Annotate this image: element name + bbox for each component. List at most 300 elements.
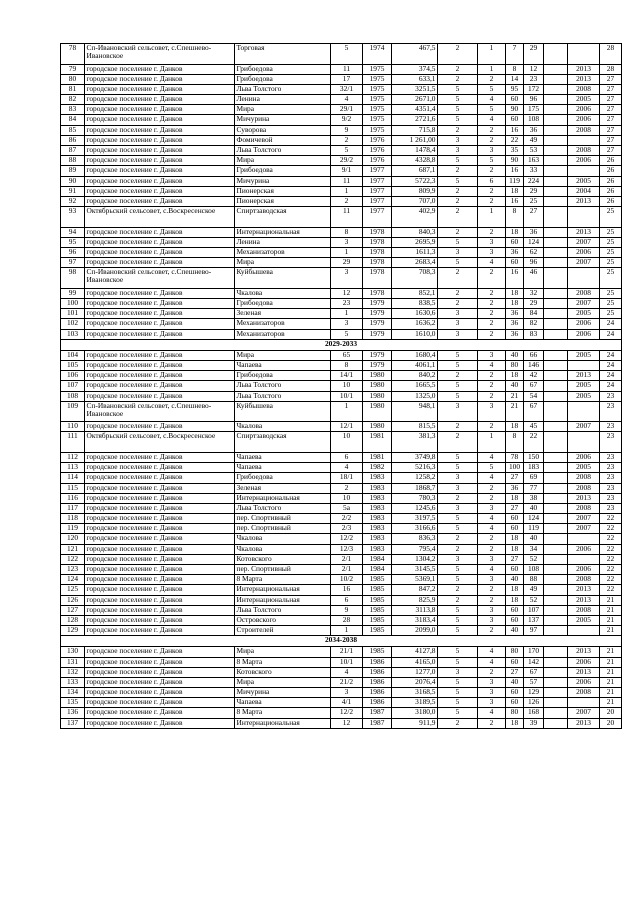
rank-cell: 23 xyxy=(600,391,622,401)
table-row xyxy=(61,288,622,298)
rank-cell: 22 xyxy=(600,534,622,544)
area-cell: 1611,3 xyxy=(392,248,438,258)
empty-cell xyxy=(544,329,568,339)
entrances-cell: 1 xyxy=(478,64,506,74)
flats-cell: 18 xyxy=(506,585,524,595)
overhaul-year-cell: 2008 xyxy=(568,575,600,585)
floors-cell: 2 xyxy=(438,544,478,554)
row-number-cell: 127 xyxy=(61,605,85,615)
area-cell: 381,3 xyxy=(392,432,438,453)
area-cell: 2099,0 xyxy=(392,626,438,636)
flats-cell: 60 xyxy=(506,95,524,105)
overhaul-year-cell: 2006 xyxy=(568,452,600,462)
row-number-cell: 79 xyxy=(61,64,85,74)
table-row xyxy=(61,452,622,462)
residents-cell: 96 xyxy=(524,258,544,268)
build-year-cell: 1979 xyxy=(363,299,392,309)
table-row xyxy=(61,44,622,65)
rank-cell: 24 xyxy=(600,371,622,381)
row-number-cell: 102 xyxy=(61,319,85,329)
entrances-cell: 2 xyxy=(478,196,506,206)
floors-cell: 2 xyxy=(438,64,478,74)
empty-cell xyxy=(544,554,568,564)
street-cell: Механизаторов xyxy=(235,248,331,258)
street-cell: Механизаторов xyxy=(235,329,331,339)
settlement-cell: городское поселение г. Данков xyxy=(85,146,235,156)
entrances-cell: 4 xyxy=(478,452,506,462)
overhaul-year-cell: 2008 xyxy=(568,605,600,615)
build-year-cell: 1975 xyxy=(363,74,392,84)
floors-cell: 3 xyxy=(438,473,478,483)
residents-cell: 107 xyxy=(524,605,544,615)
row-number-cell: 80 xyxy=(61,74,85,84)
area-cell: 3189,5 xyxy=(392,698,438,708)
empty-cell xyxy=(544,401,568,422)
empty-cell xyxy=(544,605,568,615)
overhaul-year-cell: 2013 xyxy=(568,371,600,381)
overhaul-year-cell xyxy=(568,554,600,564)
row-number-cell: 117 xyxy=(61,503,85,513)
residents-cell: 49 xyxy=(524,585,544,595)
overhaul-year-cell: 2005 xyxy=(568,95,600,105)
rank-cell: 25 xyxy=(600,309,622,319)
residents-cell: 39 xyxy=(524,718,544,728)
settlement-cell: городское поселение г. Данков xyxy=(85,422,235,432)
settlement-cell: городское поселение г. Данков xyxy=(85,237,235,247)
flats-cell: 18 xyxy=(506,493,524,503)
build-year-cell: 1983 xyxy=(363,514,392,524)
area-cell: 1665,5 xyxy=(392,381,438,391)
house-number-cell: 10 xyxy=(331,381,363,391)
area-cell: 708,3 xyxy=(392,268,438,289)
street-cell: Куйбышева xyxy=(235,401,331,422)
overhaul-year-cell: 2008 xyxy=(568,84,600,94)
entrances-cell: 2 xyxy=(478,585,506,595)
settlement-cell: городское поселение г. Данков xyxy=(85,524,235,534)
overhaul-year-cell: 2008 xyxy=(568,483,600,493)
rank-cell: 23 xyxy=(600,483,622,493)
floors-cell: 2 xyxy=(438,432,478,453)
build-year-cell: 1975 xyxy=(363,105,392,115)
rank-cell: 23 xyxy=(600,401,622,422)
table-row xyxy=(61,585,622,595)
build-year-cell: 1981 xyxy=(363,432,392,453)
settlement-cell: городское поселение г. Данков xyxy=(85,514,235,524)
table-row xyxy=(61,268,622,289)
flats-cell: 80 xyxy=(506,647,524,657)
overhaul-year-cell xyxy=(568,401,600,422)
settlement-cell: Октябрьский сельсовет, с.Воскресенское xyxy=(85,207,235,228)
flats-cell: 27 xyxy=(506,473,524,483)
street-cell: Чапаева xyxy=(235,452,331,462)
rank-cell: 25 xyxy=(600,237,622,247)
house-number-cell: 9/2 xyxy=(331,115,363,125)
build-year-cell: 1985 xyxy=(363,595,392,605)
residents-cell: 54 xyxy=(524,391,544,401)
street-cell: Суворова xyxy=(235,125,331,135)
flats-cell: 60 xyxy=(506,115,524,125)
build-year-cell: 1985 xyxy=(363,615,392,625)
entrances-cell: 2 xyxy=(478,135,506,145)
empty-cell xyxy=(544,350,568,360)
flats-cell: 36 xyxy=(506,319,524,329)
entrances-cell: 3 xyxy=(478,248,506,258)
overhaul-year-cell: 2004 xyxy=(568,186,600,196)
street-cell: Льва Толстого xyxy=(235,84,331,94)
residents-cell: 183 xyxy=(524,463,544,473)
empty-cell xyxy=(544,647,568,657)
street-cell: пер. Спортивный xyxy=(235,565,331,575)
area-cell: 3166,6 xyxy=(392,524,438,534)
table-row xyxy=(61,74,622,84)
rank-cell: 26 xyxy=(600,156,622,166)
overhaul-year-cell: 2008 xyxy=(568,688,600,698)
entrances-cell: 6 xyxy=(478,176,506,186)
flats-cell: 16 xyxy=(506,166,524,176)
house-number-cell: 32/1 xyxy=(331,84,363,94)
house-number-cell: 12 xyxy=(331,718,363,728)
street-cell: Льва Толстого xyxy=(235,146,331,156)
flats-cell: 18 xyxy=(506,595,524,605)
empty-cell xyxy=(544,483,568,493)
house-number-cell: 3 xyxy=(331,319,363,329)
overhaul-year-cell: 2005 xyxy=(568,350,600,360)
build-year-cell: 1987 xyxy=(363,708,392,718)
residents-cell: 32 xyxy=(524,288,544,298)
rank-cell: 20 xyxy=(600,718,622,728)
table-row xyxy=(61,227,622,237)
floors-cell: 5 xyxy=(438,115,478,125)
street-cell: Грибоедова xyxy=(235,64,331,74)
area-cell: 911,9 xyxy=(392,718,438,728)
settlement-cell: городское поселение г. Данков xyxy=(85,534,235,544)
overhaul-year-cell xyxy=(568,432,600,453)
row-number-cell: 120 xyxy=(61,534,85,544)
settlement-cell: городское поселение г. Данков xyxy=(85,554,235,564)
area-cell: 5722,3 xyxy=(392,176,438,186)
empty-cell xyxy=(544,514,568,524)
street-cell: Льва Толстого xyxy=(235,605,331,615)
build-year-cell: 1978 xyxy=(363,227,392,237)
settlement-cell: городское поселение г. Данков xyxy=(85,595,235,605)
build-year-cell: 1975 xyxy=(363,95,392,105)
house-number-cell: 16 xyxy=(331,585,363,595)
residents-cell: 172 xyxy=(524,84,544,94)
empty-cell xyxy=(544,575,568,585)
build-year-cell: 1983 xyxy=(363,534,392,544)
residents-cell: 40 xyxy=(524,503,544,513)
house-number-cell: 3 xyxy=(331,688,363,698)
area-cell: 795,4 xyxy=(392,544,438,554)
floors-cell: 5 xyxy=(438,391,478,401)
build-year-cell: 1980 xyxy=(363,381,392,391)
table-row xyxy=(61,135,622,145)
street-cell: Грибоедова xyxy=(235,166,331,176)
floors-cell: 3 xyxy=(438,329,478,339)
overhaul-year-cell: 2005 xyxy=(568,309,600,319)
flats-cell: 90 xyxy=(506,156,524,166)
table-row xyxy=(61,688,622,698)
rank-cell: 21 xyxy=(600,677,622,687)
overhaul-year-cell: 2013 xyxy=(568,647,600,657)
area-cell: 374,5 xyxy=(392,64,438,74)
area-cell: 3251,5 xyxy=(392,84,438,94)
area-cell: 1630,6 xyxy=(392,309,438,319)
table-row xyxy=(61,196,622,206)
house-number-cell: 8 xyxy=(331,361,363,371)
entrances-cell: 2 xyxy=(478,718,506,728)
overhaul-year-cell: 2006 xyxy=(568,329,600,339)
settlement-cell: городское поселение г. Данков xyxy=(85,483,235,493)
entrances-cell: 2 xyxy=(478,534,506,544)
table-row xyxy=(61,698,622,708)
entrances-cell: 2 xyxy=(478,309,506,319)
residents-cell: 66 xyxy=(524,350,544,360)
overhaul-year-cell: 2007 xyxy=(568,514,600,524)
overhaul-year-cell: 2013 xyxy=(568,585,600,595)
overhaul-year-cell: 2006 xyxy=(568,248,600,258)
area-cell: 1 261,00 xyxy=(392,135,438,145)
empty-cell xyxy=(544,534,568,544)
residents-cell: 52 xyxy=(524,595,544,605)
floors-cell: 5 xyxy=(438,156,478,166)
entrances-cell: 3 xyxy=(478,401,506,422)
row-number-cell: 135 xyxy=(61,698,85,708)
residents-cell: 53 xyxy=(524,146,544,156)
area-cell: 3168,5 xyxy=(392,688,438,698)
settlement-cell: городское поселение г. Данков xyxy=(85,186,235,196)
street-cell: Чапаева xyxy=(235,698,331,708)
flats-cell: 18 xyxy=(506,288,524,298)
flats-cell: 80 xyxy=(506,361,524,371)
street-cell: Интернациональная xyxy=(235,718,331,728)
flats-cell: 36 xyxy=(506,329,524,339)
build-year-cell: 1985 xyxy=(363,585,392,595)
area-cell: 780,3 xyxy=(392,493,438,503)
floors-cell: 5 xyxy=(438,615,478,625)
street-cell: Грибоедова xyxy=(235,473,331,483)
house-number-cell: 21/1 xyxy=(331,647,363,657)
overhaul-year-cell: 2008 xyxy=(568,125,600,135)
residents-cell: 88 xyxy=(524,575,544,585)
overhaul-year-cell: 2007 xyxy=(568,237,600,247)
row-number-cell: 97 xyxy=(61,258,85,268)
overhaul-year-cell: 2006 xyxy=(568,319,600,329)
table-row xyxy=(61,677,622,687)
entrances-cell: 3 xyxy=(478,554,506,564)
rank-cell: 25 xyxy=(600,207,622,228)
settlement-cell: Сп-Ивановский сельсовет, с.Спешнево-Ивановское xyxy=(85,401,235,422)
area-cell: 838,5 xyxy=(392,299,438,309)
build-year-cell: 1975 xyxy=(363,84,392,94)
flats-cell: 27 xyxy=(506,503,524,513)
rank-cell: 27 xyxy=(600,95,622,105)
build-year-cell: 1986 xyxy=(363,667,392,677)
settlement-cell: городское поселение г. Данков xyxy=(85,64,235,74)
settlement-cell: городское поселение г. Данков xyxy=(85,452,235,462)
build-year-cell: 1978 xyxy=(363,248,392,258)
row-number-cell: 126 xyxy=(61,595,85,605)
floors-cell: 5 xyxy=(438,463,478,473)
house-number-cell: 9 xyxy=(331,125,363,135)
table-row xyxy=(61,299,622,309)
entrances-cell: 5 xyxy=(478,156,506,166)
flats-cell: 78 xyxy=(506,452,524,462)
house-number-cell: 12/3 xyxy=(331,544,363,554)
table-row xyxy=(61,667,622,677)
settlement-cell: городское поселение г. Данков xyxy=(85,544,235,554)
street-cell: Мичурина xyxy=(235,176,331,186)
residents-cell: 119 xyxy=(524,524,544,534)
settlement-cell: городское поселение г. Данков xyxy=(85,248,235,258)
rank-cell: 22 xyxy=(600,565,622,575)
settlement-cell: городское поселение г. Данков xyxy=(85,135,235,145)
house-number-cell: 18/1 xyxy=(331,473,363,483)
flats-cell: 36 xyxy=(506,309,524,319)
settlement-cell: городское поселение г. Данков xyxy=(85,176,235,186)
row-number-cell: 84 xyxy=(61,115,85,125)
residents-cell: 67 xyxy=(524,381,544,391)
row-number-cell: 109 xyxy=(61,401,85,422)
row-number-cell: 94 xyxy=(61,227,85,237)
settlement-cell: городское поселение г. Данков xyxy=(85,503,235,513)
residents-cell: 49 xyxy=(524,135,544,145)
house-number-cell: 10/2 xyxy=(331,575,363,585)
street-cell: Грибоедова xyxy=(235,299,331,309)
residents-cell: 23 xyxy=(524,74,544,84)
row-number-cell: 89 xyxy=(61,166,85,176)
empty-cell xyxy=(544,595,568,605)
residents-cell: 12 xyxy=(524,64,544,74)
house-number-cell: 29/1 xyxy=(331,105,363,115)
rank-cell: 23 xyxy=(600,452,622,462)
flats-cell: 95 xyxy=(506,84,524,94)
entrances-cell: 5 xyxy=(478,463,506,473)
residents-cell: 124 xyxy=(524,514,544,524)
residents-cell: 97 xyxy=(524,626,544,636)
table-row xyxy=(61,605,622,615)
area-cell: 3749,8 xyxy=(392,452,438,462)
area-cell: 4127,8 xyxy=(392,647,438,657)
overhaul-year-cell xyxy=(568,44,600,65)
entrances-cell: 2 xyxy=(478,626,506,636)
build-year-cell: 1978 xyxy=(363,268,392,289)
empty-cell xyxy=(544,84,568,94)
empty-cell xyxy=(544,422,568,432)
area-cell: 4328,8 xyxy=(392,156,438,166)
entrances-cell: 4 xyxy=(478,115,506,125)
residents-cell: 77 xyxy=(524,483,544,493)
house-number-cell: 17 xyxy=(331,74,363,84)
street-cell: Интернациональная xyxy=(235,227,331,237)
row-number-cell: 104 xyxy=(61,350,85,360)
floors-cell: 5 xyxy=(438,626,478,636)
table-row xyxy=(61,309,622,319)
empty-cell xyxy=(544,381,568,391)
row-number-cell: 86 xyxy=(61,135,85,145)
row-number-cell: 82 xyxy=(61,95,85,105)
residents-cell: 22 xyxy=(524,432,544,453)
floors-cell: 2 xyxy=(438,371,478,381)
entrances-cell: 2 xyxy=(478,595,506,605)
area-cell: 5369,1 xyxy=(392,575,438,585)
table-row xyxy=(61,657,622,667)
housing-register-table xyxy=(60,43,622,729)
residents-cell: 83 xyxy=(524,329,544,339)
overhaul-year-cell: 2005 xyxy=(568,176,600,186)
entrances-cell: 3 xyxy=(478,677,506,687)
area-cell: 1610,0 xyxy=(392,329,438,339)
overhaul-year-cell: 2013 xyxy=(568,595,600,605)
street-cell: Льва Толстого xyxy=(235,391,331,401)
settlement-cell: городское поселение г. Данков xyxy=(85,615,235,625)
rank-cell: 23 xyxy=(600,432,622,453)
house-number-cell: 10/1 xyxy=(331,657,363,667)
build-year-cell: 1978 xyxy=(363,237,392,247)
table-row xyxy=(61,473,622,483)
area-cell: 840,2 xyxy=(392,371,438,381)
street-cell: Чкалова xyxy=(235,422,331,432)
build-year-cell: 1975 xyxy=(363,115,392,125)
house-number-cell: 5а xyxy=(331,503,363,513)
house-number-cell: 4 xyxy=(331,667,363,677)
floors-cell: 2 xyxy=(438,595,478,605)
floors-cell: 5 xyxy=(438,698,478,708)
residents-cell: 108 xyxy=(524,565,544,575)
floors-cell: 5 xyxy=(438,677,478,687)
row-number-cell: 100 xyxy=(61,299,85,309)
residents-cell: 67 xyxy=(524,667,544,677)
area-cell: 1478,4 xyxy=(392,146,438,156)
row-number-cell: 93 xyxy=(61,207,85,228)
residents-cell: 33 xyxy=(524,166,544,176)
settlement-cell: городское поселение г. Данков xyxy=(85,258,235,268)
residents-cell: 46 xyxy=(524,268,544,289)
residents-cell: 163 xyxy=(524,156,544,166)
house-number-cell: 11 xyxy=(331,64,363,74)
entrances-cell: 5 xyxy=(478,105,506,115)
rank-cell: 21 xyxy=(600,595,622,605)
table-row xyxy=(61,718,622,728)
rank-cell: 27 xyxy=(600,146,622,156)
settlement-cell: городское поселение г. Данков xyxy=(85,361,235,371)
empty-cell xyxy=(544,452,568,462)
build-year-cell: 1978 xyxy=(363,258,392,268)
overhaul-year-cell xyxy=(568,698,600,708)
settlement-cell: городское поселение г. Данков xyxy=(85,166,235,176)
settlement-cell: Сп-Ивановский сельсовет, с.Спешнево-Ивановское xyxy=(85,44,235,65)
house-number-cell: 28 xyxy=(331,615,363,625)
floors-cell: 5 xyxy=(438,647,478,657)
flats-cell: 40 xyxy=(506,575,524,585)
area-cell: 1868,7 xyxy=(392,483,438,493)
residents-cell: 224 xyxy=(524,176,544,186)
rank-cell: 21 xyxy=(600,605,622,615)
row-number-cell: 122 xyxy=(61,554,85,564)
rank-cell: 25 xyxy=(600,248,622,258)
row-number-cell: 81 xyxy=(61,84,85,94)
flats-cell: 60 xyxy=(506,258,524,268)
residents-cell: 146 xyxy=(524,361,544,371)
settlement-cell: городское поселение г. Данков xyxy=(85,319,235,329)
empty-cell xyxy=(544,698,568,708)
area-cell: 1258,2 xyxy=(392,473,438,483)
flats-cell: 35 xyxy=(506,146,524,156)
area-cell: 840,3 xyxy=(392,227,438,237)
house-number-cell: 5 xyxy=(331,44,363,65)
rank-cell: 22 xyxy=(600,554,622,564)
row-number-cell: 99 xyxy=(61,288,85,298)
